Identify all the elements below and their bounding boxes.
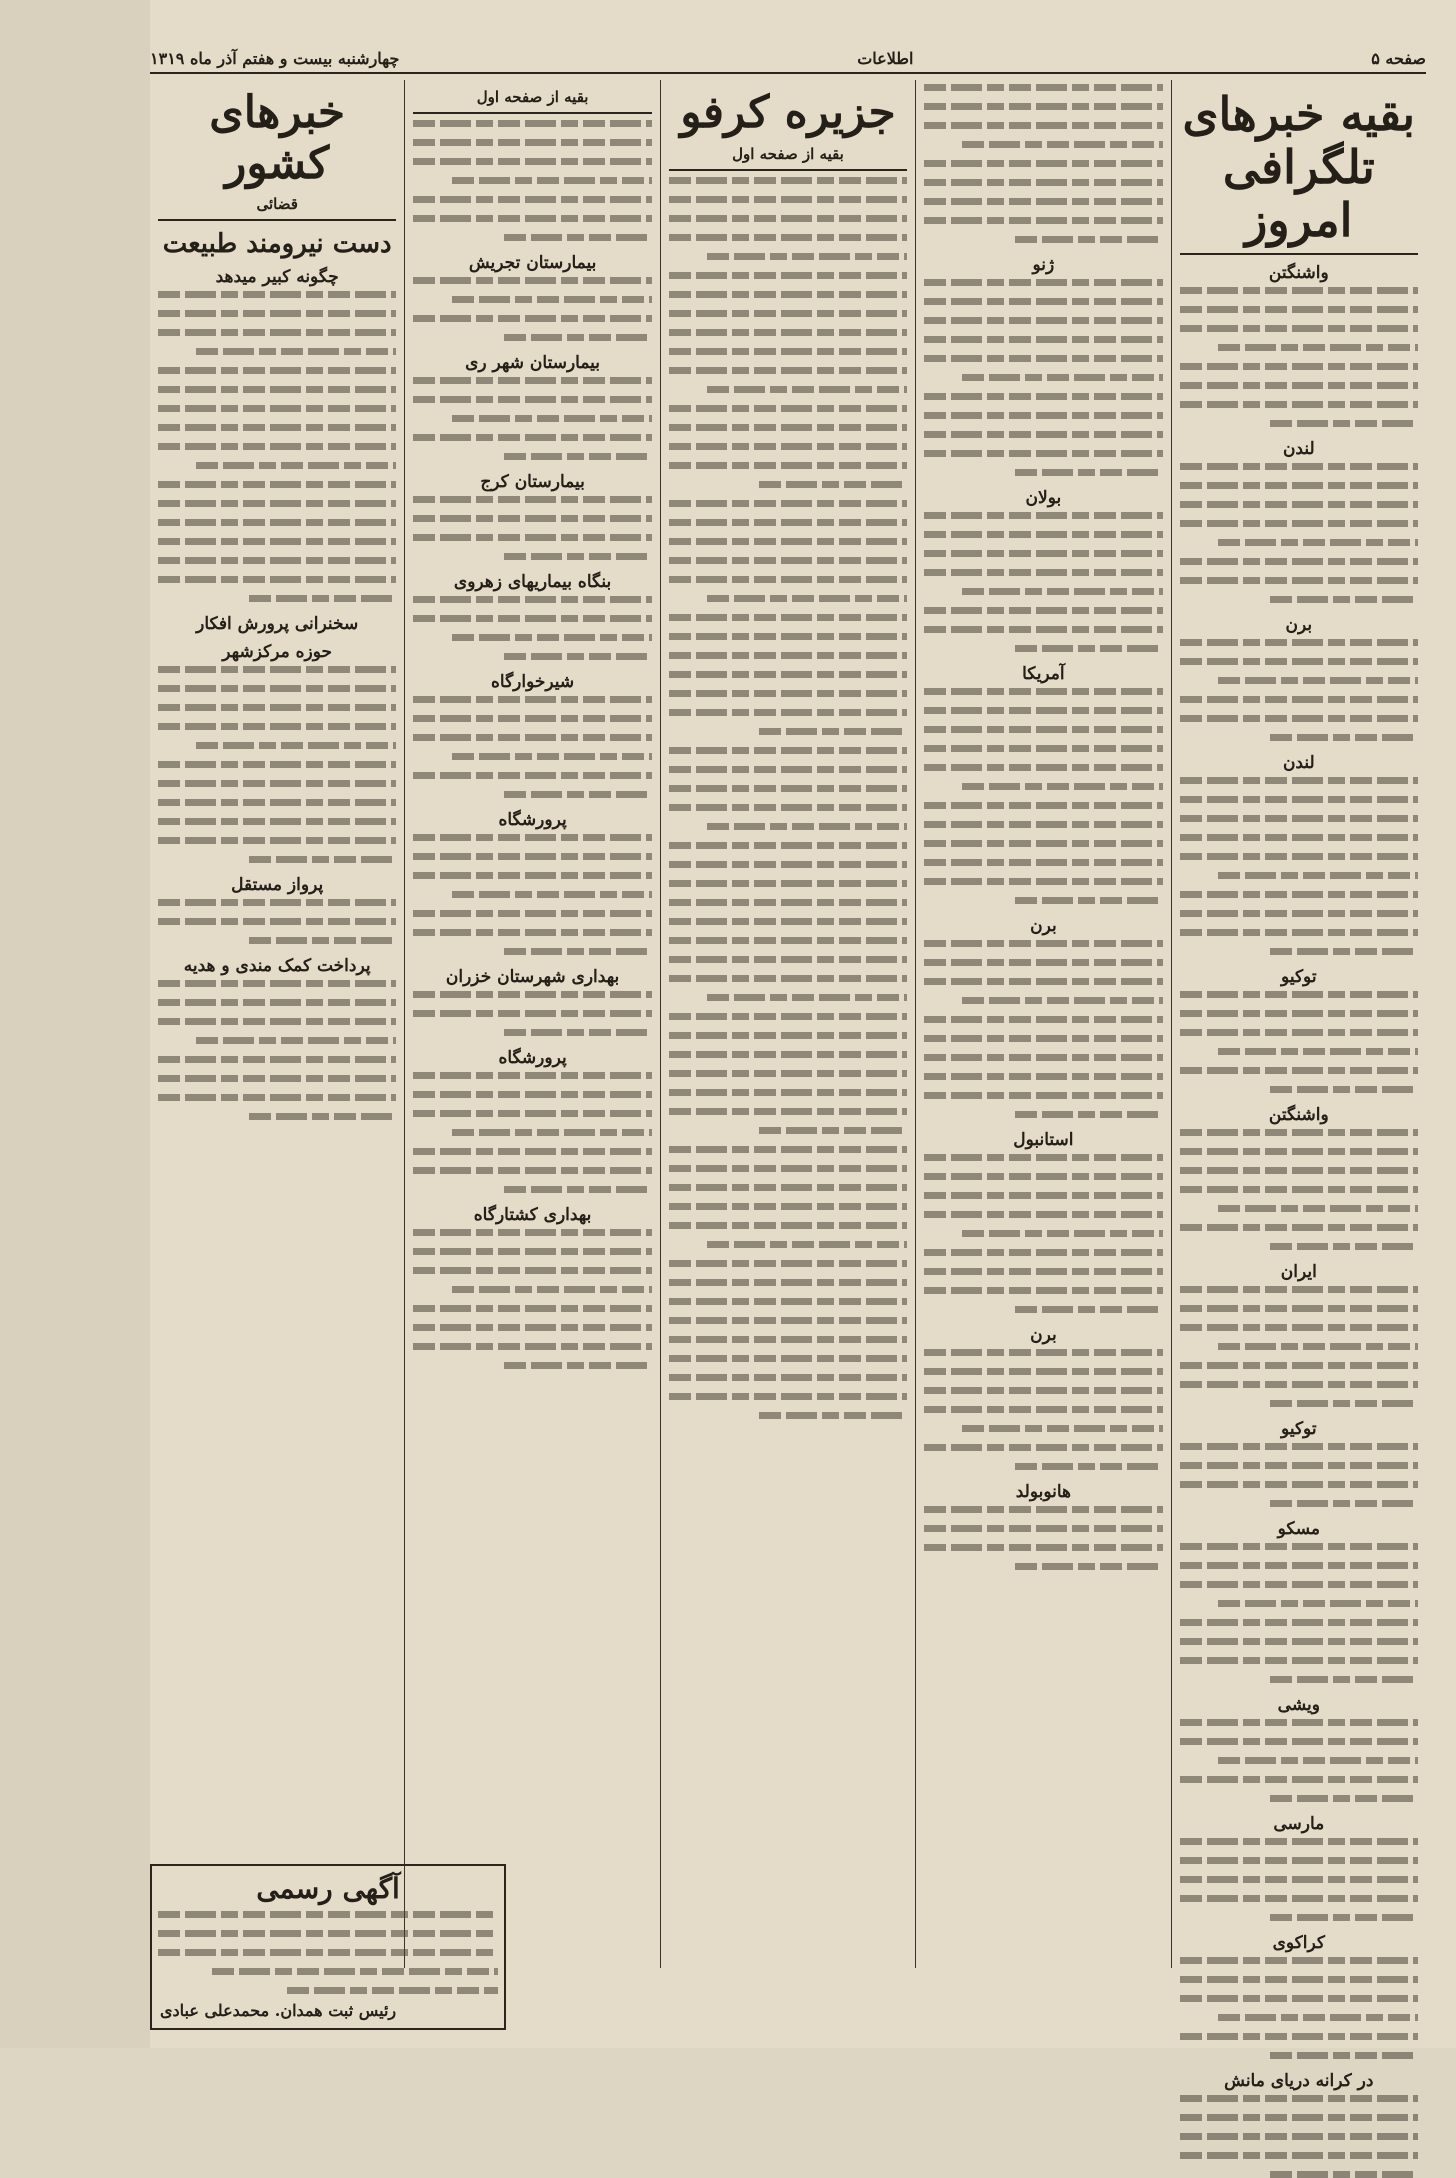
- section-title: توکیو: [1281, 1418, 1317, 1439]
- section-title: شیرخوارگاه: [490, 672, 575, 692]
- section-title: برن: [1030, 916, 1057, 936]
- section-title: برن: [1285, 614, 1313, 635]
- column-hospitals: [404, 80, 659, 1968]
- section-title: لندن: [1282, 438, 1315, 459]
- continued-label: بقیه از صفحه اول: [476, 88, 589, 106]
- column-news-continued: [915, 80, 1170, 1968]
- section-title: ویشی: [1277, 1694, 1320, 1715]
- notice-signature: رئیس ثبت همدان. محمدعلی عبادی: [160, 2001, 397, 2020]
- section-title: پرورشگاه: [498, 810, 567, 830]
- column-corfu-island: [660, 80, 915, 1968]
- section-title: بیمارستان تجریش: [468, 253, 597, 273]
- section-title: بیمارستان شهر ری: [465, 353, 601, 373]
- section-title: آمریکا: [1022, 664, 1065, 684]
- section-title: ایران: [1280, 1261, 1317, 1282]
- notice-title: آگهی رسمی: [256, 1872, 400, 1905]
- section-title: ژنو: [1032, 255, 1055, 275]
- section-title: بولان: [1025, 488, 1062, 508]
- section-title: مارسی: [1273, 1813, 1325, 1834]
- column-headline: بقیه خبرهای تلگرافی امروز: [1182, 87, 1416, 247]
- subsection-label: قضائی: [256, 195, 298, 214]
- issue-date: چهارشنبه بیست و هفتم آذر ماه ۱۳۱۹: [150, 48, 400, 68]
- section-title: بهداری شهرستان خزران: [445, 967, 620, 987]
- page-number: صفحه ۵: [1371, 48, 1426, 68]
- column-headline: جزیره کرفو: [680, 87, 896, 138]
- continued-label: بقیه از صفحه اول: [732, 144, 844, 163]
- section-title: واشنگتن: [1268, 1104, 1329, 1125]
- section-title: چگونه کبیر میدهد: [215, 267, 339, 288]
- section-title: لندن: [1282, 752, 1315, 773]
- section-title: در کرانه دریای مانش: [1224, 2070, 1374, 2091]
- column-telegraph-news: [1171, 80, 1426, 2091]
- section-title: پرورشگاه: [498, 1048, 567, 1068]
- section-title: دست نیرومند طبیعت: [162, 229, 392, 260]
- column-domestic-news: [150, 80, 404, 1968]
- column-headline: خبرهای کشور: [209, 87, 346, 189]
- text-block: [1180, 287, 1418, 427]
- section-title: پرواز مستقل: [231, 875, 324, 896]
- page-header: [150, 44, 1426, 74]
- section-title: واشنگتن: [1268, 262, 1329, 283]
- section-title: استانبول: [1013, 1130, 1074, 1150]
- section-title: بهداری کشتارگاه: [473, 1205, 592, 1225]
- section-title: مسکو: [1277, 1518, 1321, 1539]
- section-title: پرداخت کمک مندی و هدیه: [183, 956, 371, 977]
- section-title: بنگاه بیماریهای زهروی: [453, 572, 612, 592]
- section-title: هانوبولد: [1015, 1482, 1072, 1502]
- section-title: برن: [1030, 1325, 1057, 1345]
- section-title: بیمارستان کرج: [480, 472, 585, 492]
- page-margin: [0, 0, 150, 2048]
- section-title: کراکوی: [1272, 1932, 1325, 1953]
- paper-name: اطلاعات: [857, 48, 914, 68]
- section-title: حوزه مرکزشهر: [222, 642, 333, 663]
- section-title: سخنرانی پرورش افکار: [196, 614, 359, 635]
- section-title: توکیو: [1281, 966, 1317, 987]
